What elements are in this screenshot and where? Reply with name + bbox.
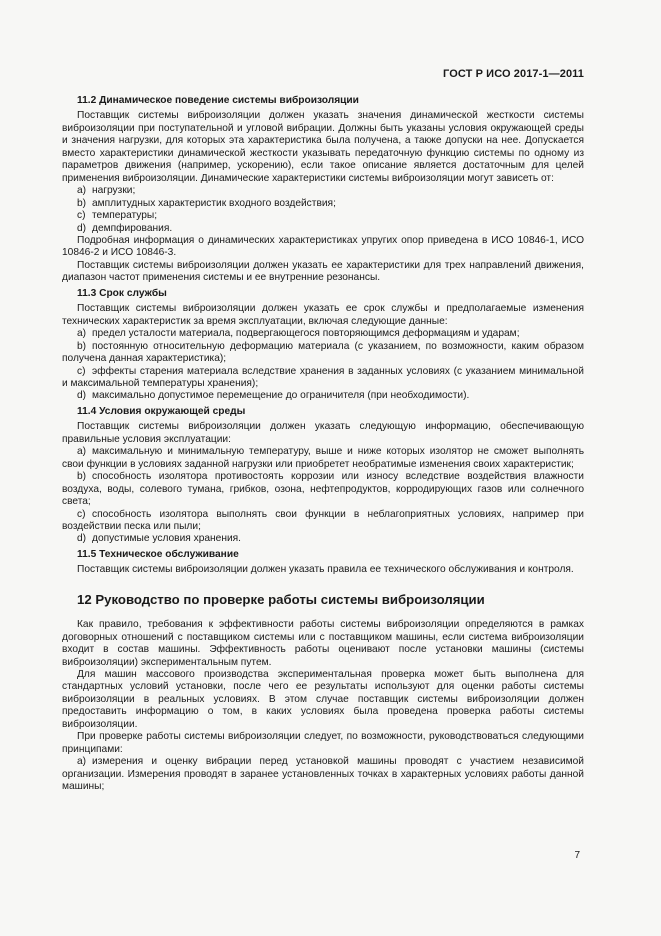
list-marker: b) (77, 197, 87, 209)
list-marker: d) (77, 222, 87, 234)
list-item (62, 471, 584, 508)
paragraph: Для машин массового производства экспериментальная проверка может быть выполнена для стандартных условий установки, после чего ее результаты используют для оценки работы системы виброизоляции в реальных условиях. В этом случае поставщик системы виброизоляции должен предоставить информацию о том, в каких условиях была проведена проверка работы системы виброизоляции. (62, 669, 584, 730)
list-item-text: постоянную относительную деформацию материала (с указанием, по возможности, каким образом получена данная характеристика); (62, 340, 584, 365)
list-item-text: допустимые условия хранения. (92, 533, 242, 545)
list-marker: c) (77, 508, 86, 520)
list-item-text: максимальную и минимальную температуру, выше и ниже которых изолятор не сможет выполнять свои функции в условиях заданной нагрузки или приобретет необратимые изменения своих характеристик; (62, 446, 584, 470)
list-item (62, 509, 584, 534)
list-marker: а) (77, 185, 87, 197)
paragraph: Поставщик системы виброизоляции должен указать значения динамической жесткости системы виброизоляции при поступательной и угловой вибрации. Должны быть указаны условия окружающей среды и значения нагрузки, для которых эта характеристика была получена, а также допуски на нее. Допускается вместо характеристики динамической жесткости указывать передаточную функцию системы по одному из параметров движения (например, ускорению), если такое описание является достаточным для целей применения виброизоляции. Динамические характеристики системы виброизоляции могут зависеть от: (62, 110, 584, 184)
list-item-text: демпфирования. (92, 222, 173, 234)
section-heading-11-5: 11.5 Техническое обслуживание (77, 548, 239, 560)
list-item (62, 210, 584, 222)
list-item (62, 390, 584, 402)
list-item-text: способность изолятора выполнять свои функции в неблагоприятных условиях, например при воздействии песка или пыли; (62, 508, 584, 532)
list-item (62, 185, 584, 197)
paragraph: Как правило, требования к эффективности работы системы виброизоляции определяются в рамках договорных отношений с поставщиком системы или с поставщиком машины, если система виброизоляции входит в состав машины. Эффективность работы оценивают после установки машины (системы виброизоляции) экспериментальным путем. (62, 619, 584, 668)
section-heading-11-3: 11.3 Срок службы (77, 287, 167, 299)
list-marker: d) (77, 533, 87, 545)
document-body (62, 95, 584, 794)
section-heading-12: 12 Руководство по проверке работы системы виброизоляции (77, 591, 485, 607)
list-item (62, 198, 584, 210)
section-heading-11-2: 11.2 Динамическое поведение системы виброизоляции (77, 95, 359, 106)
paragraph: Поставщик системы виброизоляции должен указать следующую информацию, обеспечивающую правильные условия эксплуатации: (62, 421, 584, 445)
paragraph: Поставщик системы виброизоляции должен указать ее срок службы и предполагаемые изменения технических характеристик за время эксплуатации, включая следующие данные: (62, 303, 584, 327)
list-marker: d) (77, 390, 87, 402)
list-item-text: измерения и оценку вибрации перед установкой машины проводят с участием независимой организации. Измерения проводят в заранее установленных точках в характерных условиях работы данной машины; (62, 756, 584, 793)
section-heading-11-4: 11.4 Условия окружающей среды (77, 405, 246, 417)
paragraph: Поставщик системы виброизоляции должен указать ее характеристики для трех направлений движения, диапазон частот применения системы и ее внутренние резонансы. (62, 259, 584, 284)
list-marker: c) (77, 365, 86, 377)
list-marker: b) (77, 340, 87, 352)
list-marker: а) (77, 328, 87, 340)
list-marker: b) (77, 471, 87, 483)
list-item-text: нагрузки; (92, 185, 136, 197)
list-item (62, 756, 584, 793)
paragraph: При проверке работы системы виброизоляции следует, по возможности, руководствоваться следующими принципами: (62, 731, 584, 755)
list-item (62, 223, 584, 235)
list-item (62, 341, 584, 366)
list-marker: c) (77, 210, 86, 222)
list-item-text: амплитудных характеристик входного воздействия; (92, 197, 336, 209)
page-number: 7 (574, 850, 580, 861)
list-item (62, 446, 584, 471)
list-item-text: способность изолятора противостоять коррозии или износу вследствие воздействия влажности воздуха, воды, солевого тумана, грибков, озона, нефтепродуктов, корродирующих газов или солнечного света; (62, 471, 584, 508)
paragraph: Подробная информация о динамических характеристиках упругих опор приведена в ИСО 10846-1, ИСО 10846-2 и ИСО 10846-3. (62, 234, 584, 259)
list-item-text: предел усталости материала, подвергающегося повторяющимся деформациям и ударам; (92, 328, 520, 340)
list-item-text: максимально допустимое перемещение до ограничителя (при необходимости). (92, 390, 470, 402)
list-item-text: эффекты старения материала вследствие хранения в заданных условиях (с указанием минимальной и максимальной температуры хранения); (62, 365, 584, 389)
list-item (62, 366, 584, 391)
paragraph: Поставщик системы виброизоляции должен указать правила ее технического обслуживания и контроля. (77, 564, 574, 576)
list-item-text: температуры; (92, 210, 158, 222)
list-marker: а) (77, 756, 87, 768)
list-item (62, 328, 584, 340)
list-item (62, 533, 584, 545)
list-marker: а) (77, 446, 87, 458)
document-header: ГОСТ Р ИСО 2017-1—2011 (443, 68, 584, 80)
